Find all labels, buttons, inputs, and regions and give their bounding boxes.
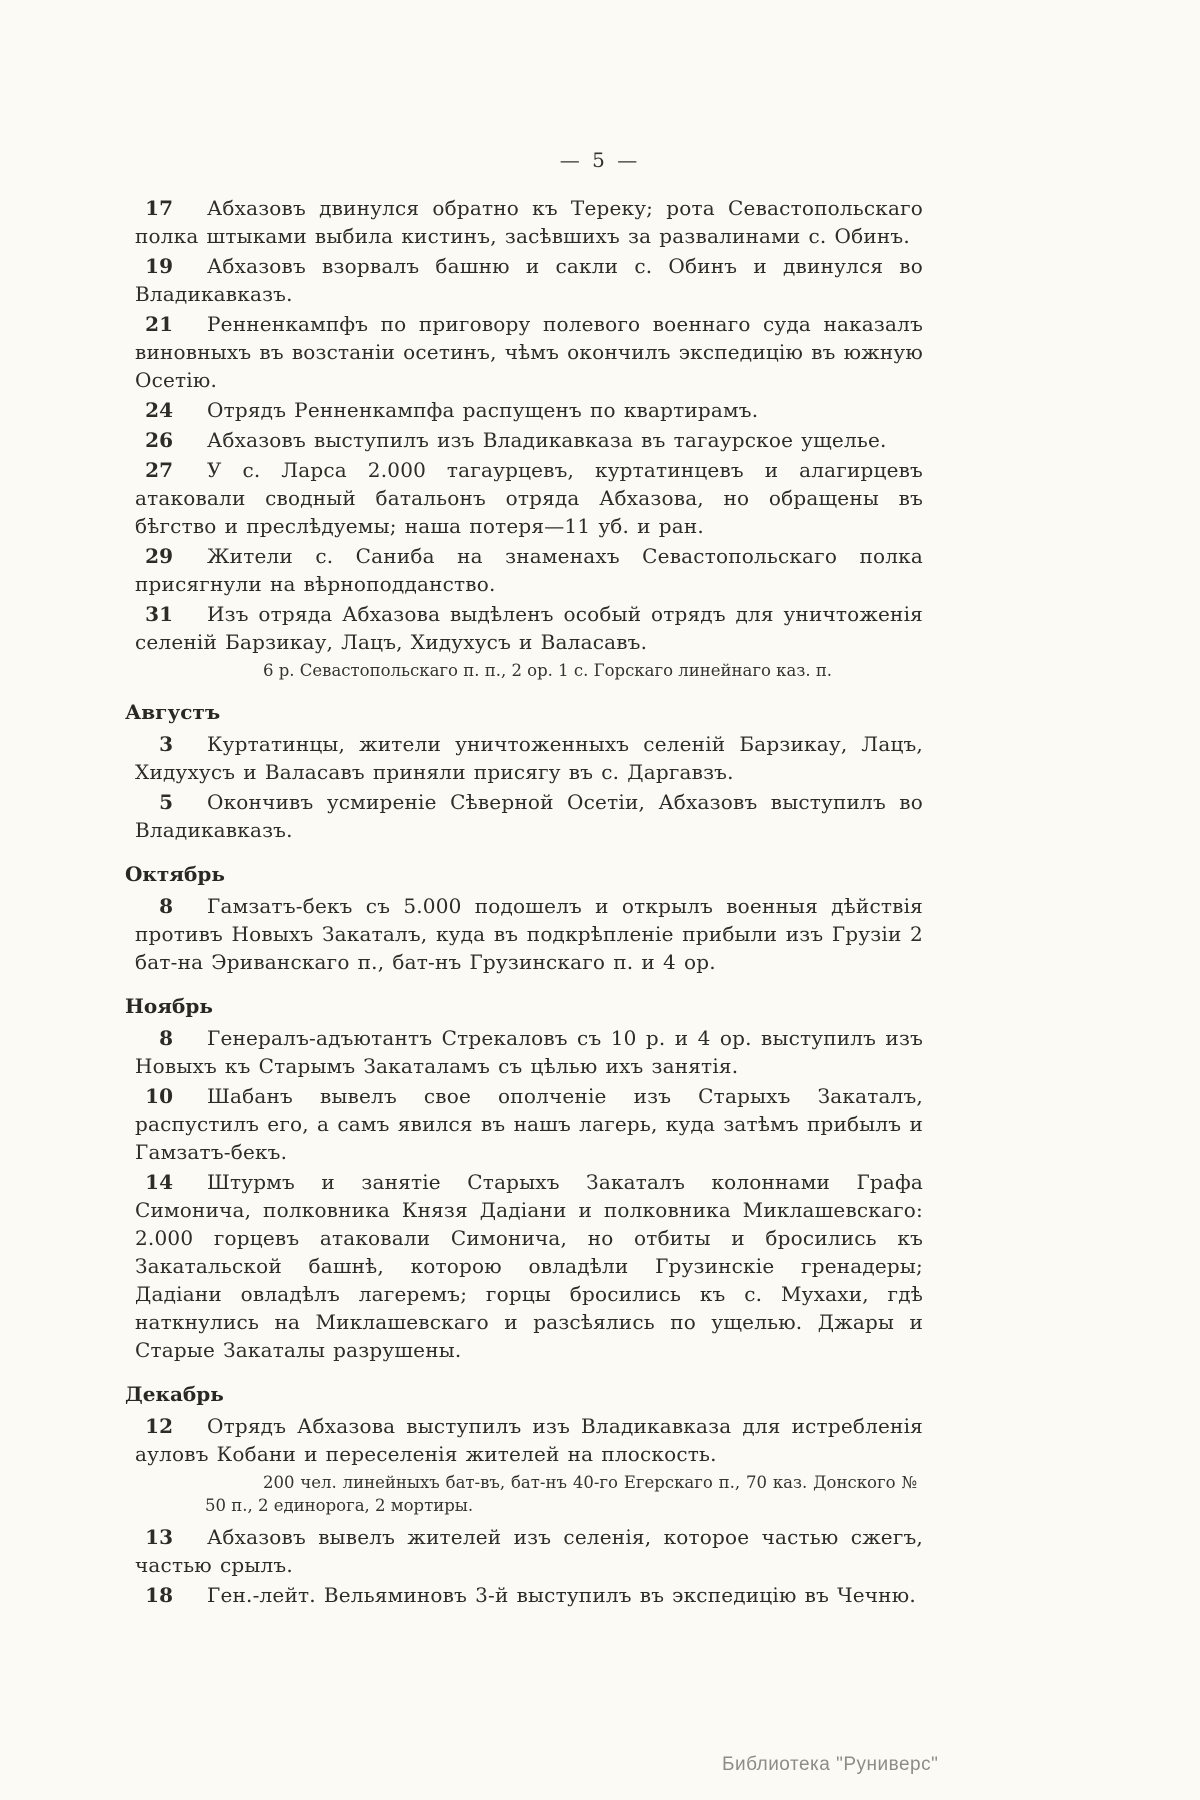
entry-date: 8 <box>159 1026 173 1050</box>
entry-date: 19 <box>145 254 173 278</box>
chronicle-entry <box>135 1581 923 1609</box>
entry-date: 14 <box>145 1170 173 1194</box>
entry-note: 200 чел. линейныхъ бат-въ, бат-нъ 40-го Егерскаго п., 70 каз. Донского № 50 п., 2 единорога, 2 мортиры. <box>205 1473 917 1515</box>
entry-date: 13 <box>145 1525 173 1549</box>
entry-text: Отрядъ Ренненкампфа распущенъ по квартирамъ. <box>207 398 759 422</box>
month-header: Ноябрь <box>125 994 213 1018</box>
entry-text: Абхазовъ взорвалъ башню и сакли с. Обинъ и двинулся во Владикавказъ. <box>135 254 923 306</box>
chronicle-entry <box>135 252 923 308</box>
entry-date: 5 <box>159 790 173 814</box>
chronicle-entry <box>135 456 923 540</box>
entry-date: 12 <box>145 1414 173 1438</box>
chronicle-content <box>125 194 923 1611</box>
page-number <box>0 148 1200 172</box>
entry-text: Абхазовъ двинулся обратно къ Тереку; рота Севастопольскаго полка штыками выбила кистинъ, засѣвшихъ за развалинами с. Обинъ. <box>135 196 923 248</box>
chronicle-entry <box>135 396 923 424</box>
entry-date: 21 <box>145 312 173 336</box>
entry-text: Абхазовъ выступилъ изъ Владикавказа въ тагаурское ущелье. <box>207 428 887 452</box>
entry-text: Шабанъ вывелъ свое ополченіе изъ Старыхъ Закаталъ, распустилъ его, а самъ явился въ нашъ лагерь, куда затѣмъ прибылъ и Гамзатъ-бекъ. <box>135 1084 923 1164</box>
entry-text: У с. Ларса 2.000 тагаурцевъ, куртатинцевъ и алагирцевъ атаковали сводный батальонъ отряда Абхазова, но обращены въ бѣгство и преслѣдуемы; наша потеря—11 уб. и ран. <box>135 458 923 538</box>
month-header: Декабрь <box>125 1382 224 1406</box>
entry-text: Окончивъ усмиреніе Сѣверной Осетіи, Абхазовъ выступилъ во Владикавказъ. <box>135 790 923 842</box>
chronicle-entry <box>135 788 923 844</box>
entry-text: Абхазовъ вывелъ жителей изъ селенія, которое частью сжегъ, частью срылъ. <box>135 1525 923 1577</box>
entry-date: 24 <box>145 398 173 422</box>
chronicle-entry <box>135 600 923 656</box>
entry-text: Гамзатъ-бекъ съ 5.000 подошелъ и открылъ военныя дѣйствія противъ Новыхъ Закаталъ, куда въ подкрѣпленіе прибыли изъ Грузіи 2 бат-на Эриванскаго п., бат-нъ Грузинскаго п. и 4 ор. <box>135 894 923 974</box>
entry-date: 29 <box>145 544 173 568</box>
page-number-text: — 5 — <box>559 148 641 172</box>
entry-date: 8 <box>159 894 173 918</box>
chronicle-entry <box>135 1523 923 1579</box>
chronicle-entry <box>135 1024 923 1080</box>
month-section-3 <box>125 994 923 1364</box>
entry-date: 18 <box>145 1583 173 1607</box>
month-section-0 <box>135 194 923 682</box>
entry-note: 6 р. Севастопольскаго п. п., 2 ор. 1 с. Горскаго линейнаго каз. п. <box>263 661 833 680</box>
entry-date: 17 <box>145 196 173 220</box>
entry-text: Изъ отряда Абхазова выдѣленъ особый отрядъ для уничтоженія селеній Барзикау, Лацъ, Хидухусъ и Валасавъ. <box>135 602 923 654</box>
entry-date: 27 <box>145 458 173 482</box>
month-header: Августъ <box>125 700 221 724</box>
entry-date: 3 <box>159 732 173 756</box>
chronicle-entry <box>135 542 923 598</box>
month-header: Октябрь <box>125 862 225 886</box>
entry-text: Куртатинцы, жители уничтоженныхъ селеній Барзикау, Лацъ, Хидухусъ и Валасавъ приняли присягу въ с. Даргавзъ. <box>135 732 923 784</box>
chronicle-entry <box>135 892 923 976</box>
entry-text: Штурмъ и занятіе Старыхъ Закаталъ колоннами Графа Симонича, полковника Князя Дадіани и полковника Миклашевскаго: 2.000 горцевъ атаковали Симонича, но отбиты и бросились къ Закатальской башнѣ, которою овладѣли Грузинскіе гренадеры; Дадіани овладѣлъ лагеремъ; горцы бросились къ с. Мухахи, гдѣ наткнулись на Миклашевскаго и разсѣялись по ущелью. Джары и Старые Закаталы разрушены. <box>135 1170 923 1362</box>
month-section-1 <box>125 700 923 844</box>
chronicle-entry <box>135 1082 923 1166</box>
chronicle-entry <box>135 1168 923 1364</box>
month-section-2 <box>125 862 923 976</box>
entry-text: Ренненкампфъ по приговору полевого военнаго суда наказалъ виновныхъ въ возстаніи осетинъ, чѣмъ окончилъ экспедицію въ южную Осетію. <box>135 312 923 392</box>
month-section-4 <box>125 1382 923 1609</box>
entry-date: 26 <box>145 428 173 452</box>
chronicle-entry <box>135 730 923 786</box>
chronicle-entry <box>135 310 923 394</box>
chronicle-entry <box>135 426 923 454</box>
library-watermark: Библиотека "Руниверс" <box>722 1754 939 1775</box>
chronicle-entry <box>135 1412 923 1468</box>
entry-text: Жители с. Саниба на знаменахъ Севастопольскаго полка присягнули на вѣрноподданство. <box>135 544 923 596</box>
entry-text: Отрядъ Абхазова выступилъ изъ Владикавказа для истребленія ауловъ Кобани и переселенія жителей на плоскость. <box>135 1414 923 1466</box>
entry-text: Генералъ-адъютантъ Стрекаловъ съ 10 р. и 4 ор. выступилъ изъ Новыхъ къ Старымъ Закаталамъ съ цѣлью ихъ занятія. <box>135 1026 923 1078</box>
entry-date: 10 <box>145 1084 173 1108</box>
entry-date: 31 <box>145 602 173 626</box>
chronicle-entry <box>135 194 923 250</box>
entry-text: Ген.-лейт. Вельяминовъ 3-й выступилъ въ экспедицію въ Чечню. <box>207 1583 916 1607</box>
